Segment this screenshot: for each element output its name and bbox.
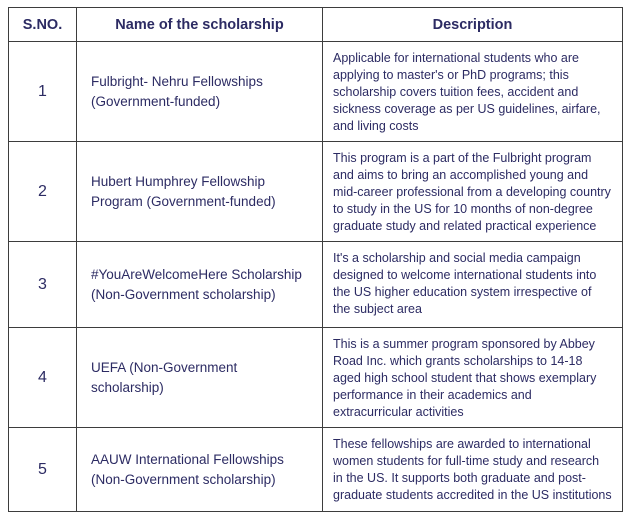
cell-description: Applicable for international students who are applying to master's or PhD programs; this scholarship covers tuition fees, accident and sickness coverage as per US guidelines, airfare, and living costs	[323, 42, 623, 142]
table-row	[9, 242, 623, 328]
cell-scholarship-name: AAUW International Fellowships (Non-Government scholarship)	[77, 428, 323, 512]
header-description: Description	[323, 8, 623, 42]
header-sno: S.NO.	[9, 8, 77, 42]
cell-sno: 1	[9, 42, 77, 142]
header-row	[9, 8, 623, 42]
cell-description: These fellowships are awarded to international women students for full-time study and research in the US. It supports both graduate and post-graduate students accredited in the US institutions	[323, 428, 623, 512]
cell-description: This program is a part of the Fulbright program and aims to bring an accomplished young and mid-career professional from a developing country to study in the US for 10 months of non-degree graduate study and related practical experience	[323, 142, 623, 242]
scholarship-table	[8, 7, 623, 512]
header-scholarship-name: Name of the scholarship	[77, 8, 323, 42]
cell-sno: 2	[9, 142, 77, 242]
cell-sno: 5	[9, 428, 77, 512]
cell-scholarship-name: UEFA (Non-Government scholarship)	[77, 328, 323, 428]
cell-sno: 4	[9, 328, 77, 428]
cell-description: This is a summer program sponsored by Abbey Road Inc. which grants scholarships to 14-18 aged high school student that shows exemplary performance in their academics and extracurricular activities	[323, 328, 623, 428]
cell-scholarship-name: Hubert Humphrey Fellowship Program (Government-funded)	[77, 142, 323, 242]
cell-sno: 3	[9, 242, 77, 328]
cell-scholarship-name: Fulbright- Nehru Fellowships (Government-funded)	[77, 42, 323, 142]
table-row	[9, 142, 623, 242]
table-row	[9, 328, 623, 428]
cell-description: It's a scholarship and social media campaign designed to welcome international students into the US higher education system irrespective of the subject area	[323, 242, 623, 328]
cell-scholarship-name: #YouAreWelcomeHere Scholarship (Non-Government scholarship)	[77, 242, 323, 328]
table-row	[9, 428, 623, 512]
table-row	[9, 42, 623, 142]
